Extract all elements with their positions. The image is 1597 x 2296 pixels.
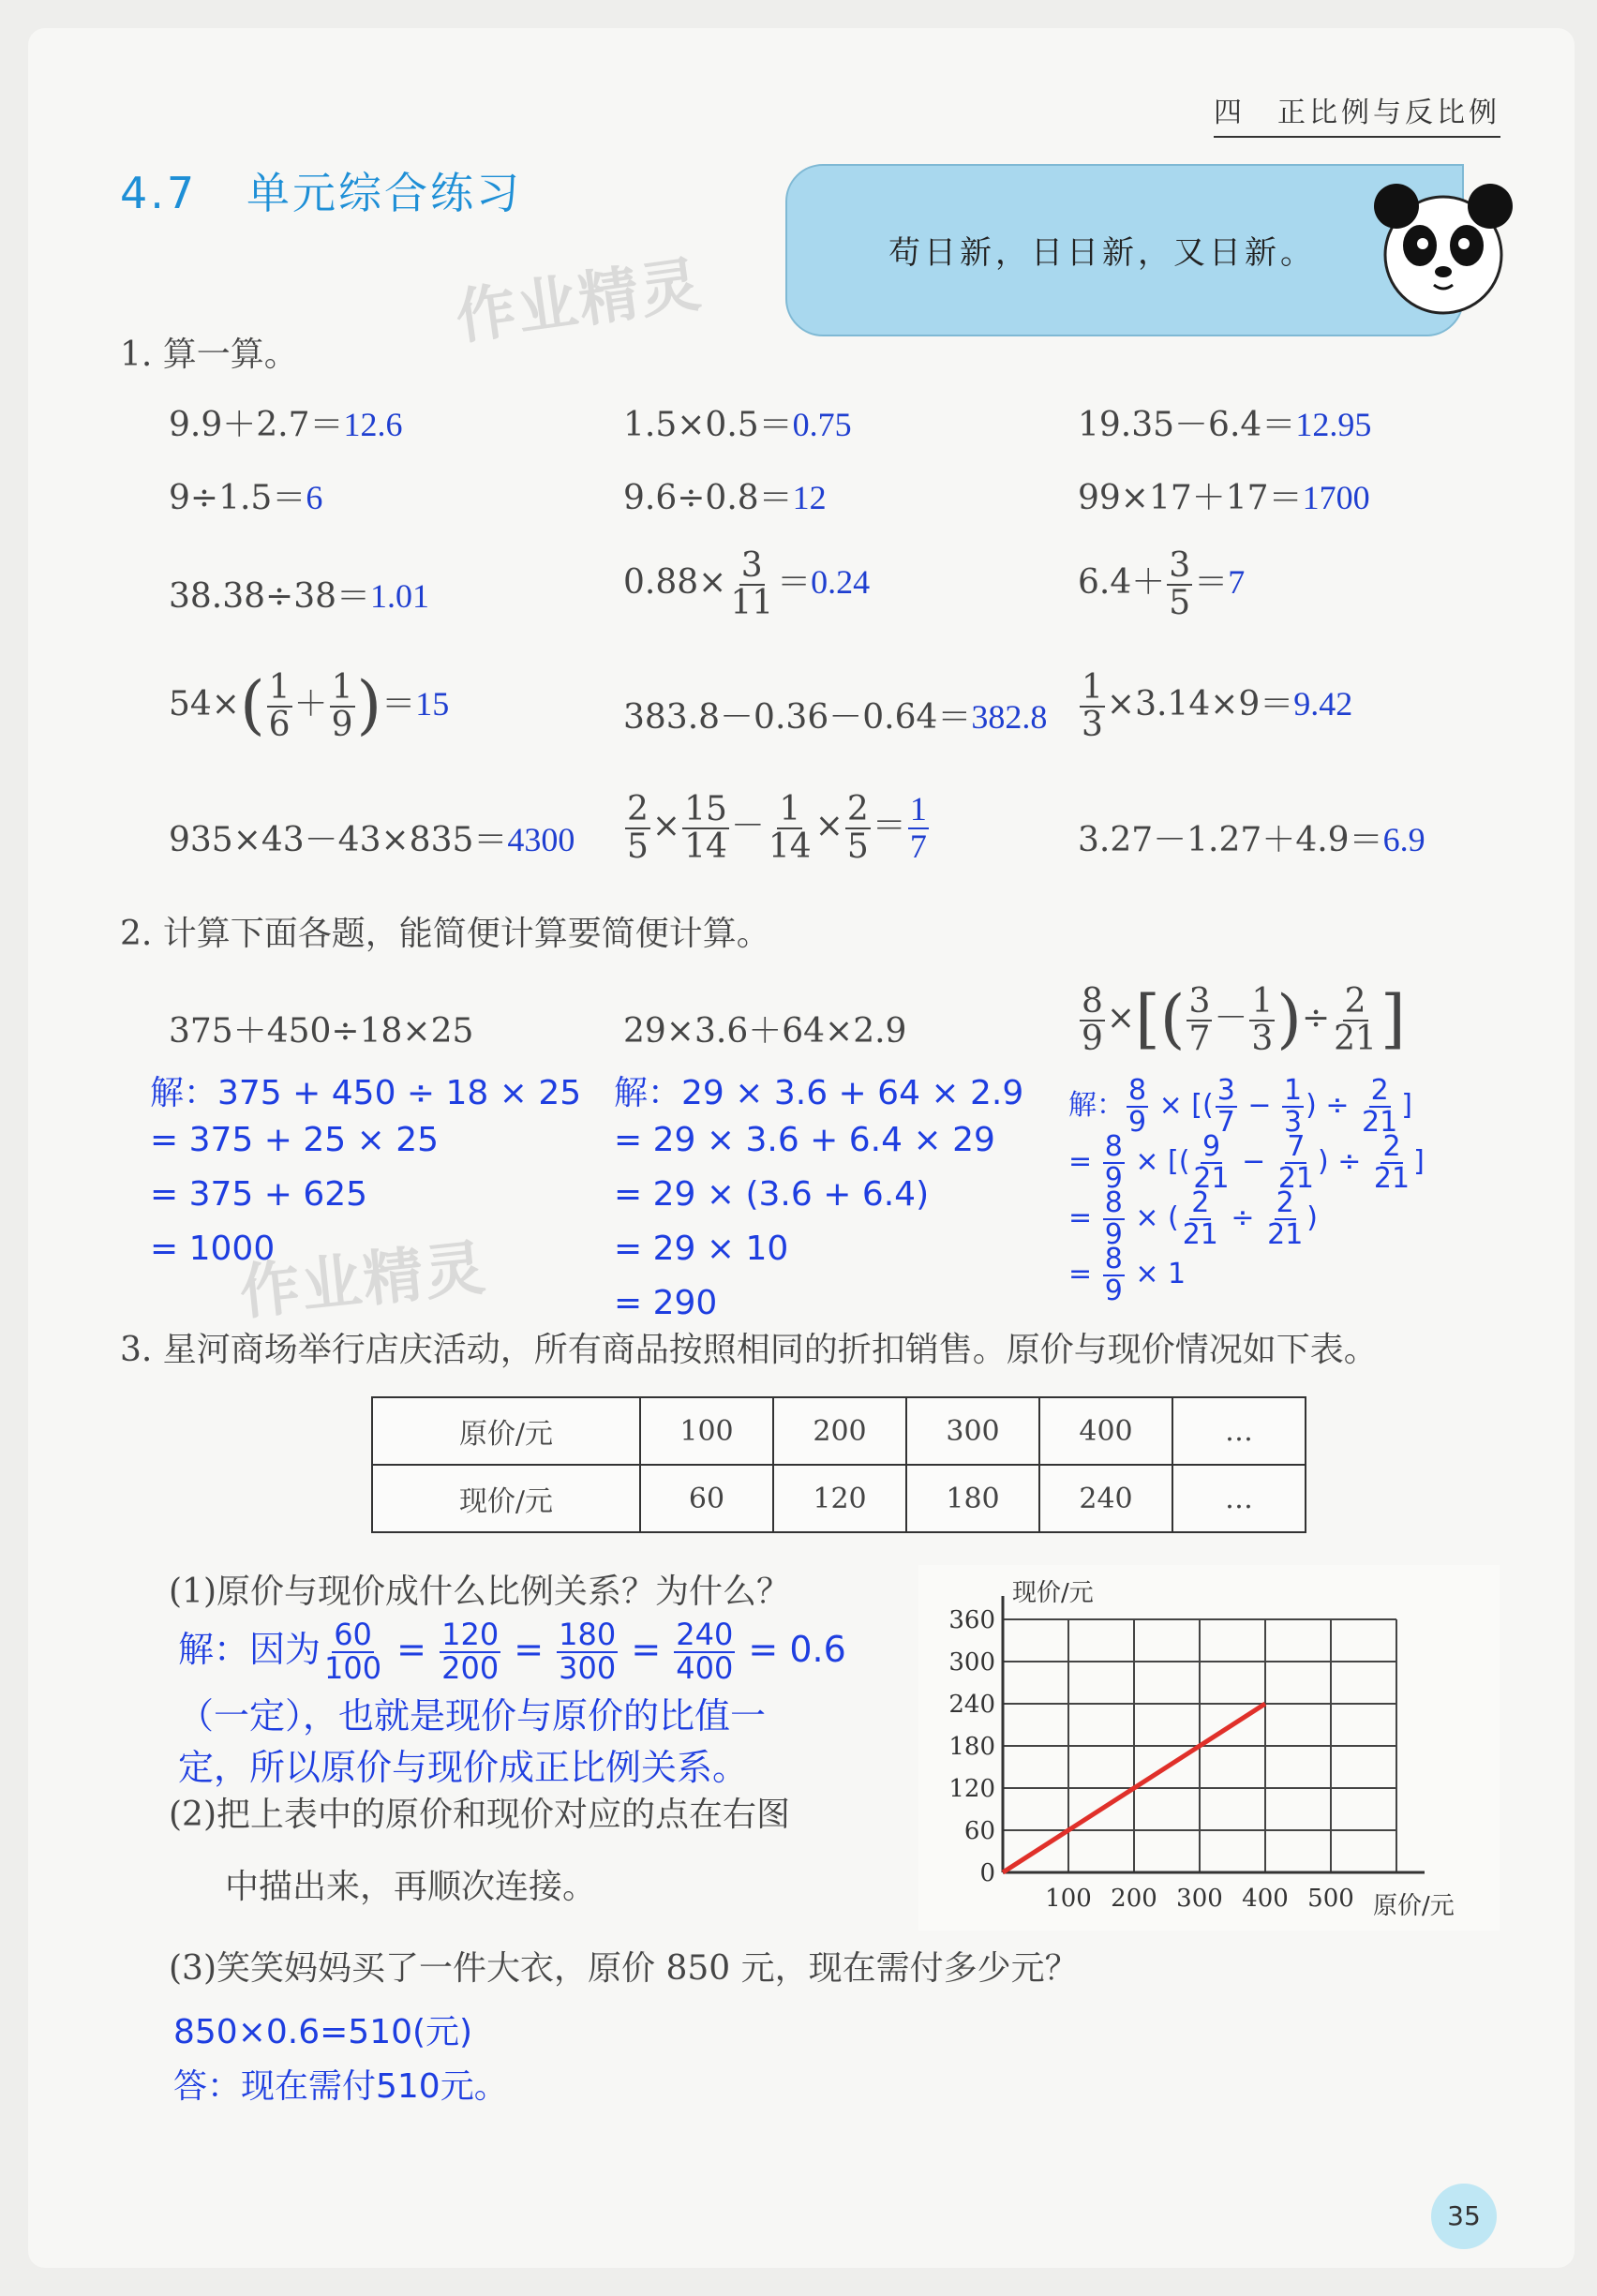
solution-step: 解： $\frac{8}{9}$ × [( $\frac{3}{7}$ − $\frac{1}{3}$ ) ÷ $\frac{2}{21}$ ] [1068,1074,1412,1139]
q3-sub2-prompt: 中描出来，再顺次连接。 [225,1868,597,1906]
q3-sub3-prompt: (3)笑笑妈妈买了一件大衣，原价 850 元，现在需付多少元？ [169,1949,1079,1988]
table-row [372,1397,1306,1465]
solution-step: = 1000 [150,1230,276,1268]
y-tick-label: 360 [948,1606,995,1634]
table-cell: 原价/元 [372,1397,640,1465]
q1-item: 383.8－0.36－0.64＝382.8 [623,698,1048,737]
answer: 0.24 [811,562,871,601]
q3-prompt: 3. 星河商场举行店庆活动，所有商品按照相同的折扣销售。原价与现价情况如下表。 [120,1331,1378,1369]
q3-sub1-answer: （一定），也就是现价与原价的比值一 [178,1695,767,1737]
y-tick-label: 60 [963,1817,995,1845]
q1-item: $\frac{2}{5}$ × $\frac{15}{14}$ － $\frac{1}{14}$ × $\frac{2}{5}$ ＝ $\frac{1}{7}$ [627,790,927,866]
solution-step: = $\frac{8}{9}$ × 1 [1068,1243,1187,1307]
y-tick-label: 180 [948,1733,995,1761]
q3-sub3-calc: 850×0.6=510(元) [173,2013,473,2051]
q1-item: 38.38÷38＝1.01 [169,577,430,616]
solution-step: = 375 + 625 [150,1175,368,1214]
fraction: $\frac{3}{11}$ [730,546,774,622]
answer: 382.8 [971,698,1048,736]
answer: 1.01 [370,577,430,615]
q2-prompt: 2. 计算下面各题，能简便计算要简便计算。 [120,915,770,953]
price-table [371,1396,1306,1533]
q1-item: 99×17＋17＝1700 [1078,479,1370,517]
y-tick-label: 240 [948,1691,995,1719]
q2-problem-1: 375＋450÷18×25 [169,1012,474,1051]
table-row [372,1465,1306,1532]
q3-sub1-answer: 定，所以原价与现价成正比例关系。 [178,1747,749,1788]
solution-step: 解：29 × 3.6 + 64 × 2.9 [614,1074,1024,1112]
solution-step: = 375 + 25 × 25 [150,1121,440,1159]
section-number: 4.7 [120,168,198,218]
answer: 12.95 [1295,406,1372,443]
q1-item: 1.5×0.5＝0.75 [623,406,852,444]
fraction: $\frac{3}{5}$ [1169,546,1191,622]
solution-step: 解：375 + 450 ÷ 18 × 25 [150,1074,582,1112]
y-axis-label: 现价/元 [1012,1579,1094,1607]
section-name: 单元综合练习 [246,168,523,218]
answer: 6.9 [1382,821,1425,858]
q1-item: 19.35－6.4＝12.95 [1078,406,1372,444]
solution-step: = 29 × (3.6 + 6.4) [614,1175,930,1214]
q1-item: 9.9＋2.7＝12.6 [169,406,403,444]
solution-step: = 29 × 10 [614,1230,789,1268]
table-cell: 120 [773,1465,906,1532]
y-tick-label: 300 [948,1648,995,1677]
answer: $\frac{1}{7}$ [909,790,927,865]
table-cell: 300 [906,1397,1039,1465]
q1-prompt: 1. 算一算。 [120,335,298,374]
answer: 9.42 [1293,684,1353,723]
x-tick-label: 100 [1045,1885,1092,1913]
q1-item: $\frac{1}{3}$ ×3.14×9＝9.42 [1082,668,1353,744]
y-tick-label: 120 [948,1775,995,1803]
answer: 6 [306,479,323,516]
panda-icon [1368,180,1518,321]
x-axis-label: 原价/元 [1373,1892,1455,1920]
chapter-header: 四 正比例与反比例 [1214,89,1500,138]
price-line-chart [918,1565,1500,1931]
watermark: 作业精灵 [451,249,707,353]
solution-step: = $\frac{8}{9}$ × ( $\frac{2}{21}$ ÷ $\frac{2}{21}$ ) [1068,1186,1319,1251]
table-cell: 200 [773,1397,906,1465]
answer: 15 [415,684,450,723]
x-tick-label: 200 [1111,1885,1157,1913]
solution-step: = $\frac{8}{9}$ × [( $\frac{9}{21}$ − $\frac{7}{21}$ ) ÷ $\frac{2}{21}$ ] [1068,1130,1425,1195]
q1-item: 54×( $\frac{1}{6}$ ＋ $\frac{1}{9}$ )＝15 [169,668,450,744]
solution-step: = 290 [614,1284,718,1322]
x-tick-label: 300 [1176,1885,1223,1913]
answer: 4300 [507,821,575,858]
q1-item: 3.27－1.27＋4.9＝6.9 [1078,821,1425,859]
solution-step: = 29 × 3.6 + 6.4 × 29 [614,1121,995,1159]
answer: 1700 [1302,479,1370,516]
table-cell: 100 [640,1397,773,1465]
section-title [120,159,522,221]
table-cell: … [1172,1397,1306,1465]
q3-sub1-prompt: (1)原价与现价成什么比例关系？为什么？ [169,1573,790,1611]
q3-sub1-answer: 解：因为 $\frac{60}{100}$ = $\frac{120}{200}$ = $\frac{180}{300}$ = $\frac{240}{400}$ = 0.6 [178,1617,846,1686]
q3-sub2-prompt: (2)把上表中的原价和现价对应的点在右图 [169,1796,790,1834]
answer: 12 [792,479,827,516]
q2-problem-3: $\frac{8}{9}$ ×[( $\frac{3}{7}$ － $\frac{1}{3}$ )÷ $\frac{2}{21}$ ] [1082,982,1406,1058]
page-number: 35 [1431,2184,1497,2249]
table-cell: 60 [640,1465,773,1532]
motto-text: 苟日新，日日新，又日新。 [888,234,1316,272]
x-tick-label: 400 [1242,1885,1289,1913]
table-cell: 400 [1039,1397,1172,1465]
q1-item: 9÷1.5＝6 [169,479,323,517]
table-cell: 180 [906,1465,1039,1532]
y-tick-label: 0 [979,1859,995,1887]
q3-sub3-answer: 答：现在需付510元。 [173,2067,508,2106]
table-cell: … [1172,1465,1306,1532]
q1-item: 0.88× $\frac{3}{11}$ ＝0.24 [623,546,871,622]
watermark: 作业精灵 [236,1233,490,1329]
answer: 0.75 [792,406,852,443]
table-cell: 现价/元 [372,1465,640,1532]
q1-item: 935×43－43×835＝4300 [169,821,575,859]
answer: 7 [1228,562,1246,601]
answer: 12.6 [343,406,403,443]
q1-item: 9.6÷0.8＝12 [623,479,827,517]
table-cell: 240 [1039,1465,1172,1532]
q1-item: 6.4＋ $\frac{3}{5}$ ＝7 [1078,546,1246,622]
x-tick-label: 500 [1307,1885,1354,1913]
q2-problem-2: 29×3.6＋64×2.9 [623,1012,907,1051]
